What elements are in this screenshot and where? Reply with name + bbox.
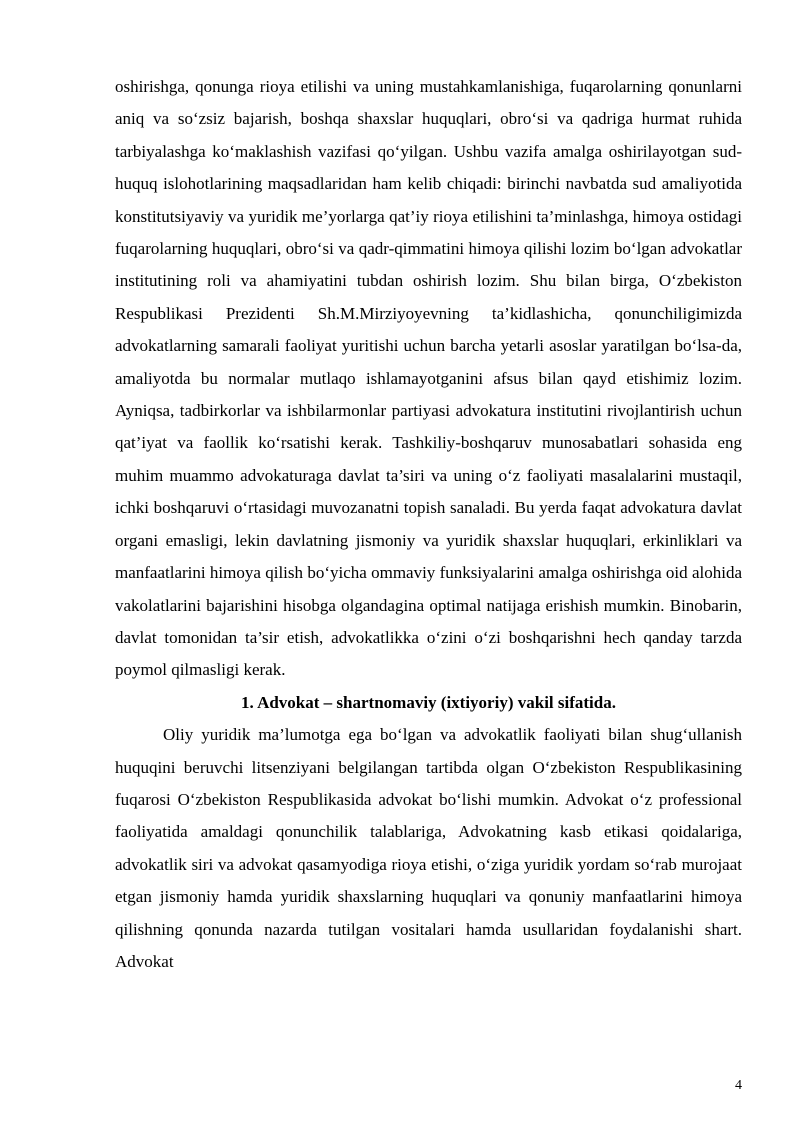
page-number: 4	[735, 1078, 742, 1093]
section-heading: 1. Advokat – shartnomaviy (ixtiyoriy) vakil sifatida.	[241, 692, 616, 712]
body-paragraph: oshirishga, qonunga rioya etilishi va uning mustahkamlanishiga, fuqarolarning qonunlarni aniq va so‘zsiz bajarish, boshqa shaxslar huquqlari, obro‘si va qadriga hurmat ruhida tarbiyalashga ko‘maklashish vazifasi qo‘yilgan. Ushbu vazifa amalga oshirilayotgan sud-huquq islohotlarining maqsadlaridan ham kelib chiqadi: birinchi navbatda sud amaliyotida konstitutsiyaviy va yuridik me’yorlarga qat’iy rioya etilishini ta’minlashga, himoya ostidagi fuqarolarning huquqlari, obro‘si va qadr-qimmatini himoya qilishi lozim bo‘lgan advokatlar institutining roli va ahamiyatini tubdan oshirish lozim. Shu bilan birga, O‘zbekiston Respublikasi Prezidenti Sh.M.Mirziyoyevning ta’kidlashicha, qonunchiligimizda advokatlarning samarali faoliyat yuritishi uchun barcha yetarli asoslar yaratilgan bo‘lsa-da, amaliyotda bu normalar mutlaqo ishlamayotganini afsus bilan qayd etishimiz lozim. Ayniqsa, tadbirkorlar va ishbilarmonlar partiyasi advokatura institutini rivojlantirish uchun qat’iyat va faollik ko‘rsatishi kerak. Tashkiliy-boshqaruv munosabatlari sohasida eng muhim muammo advokaturaga davlat ta’siri va uning o‘z faoliyati masalalarini mustaqil, ichki boshqaruvi o‘rtasidagi muvozanatni topish sanaladi. Bu yerda faqat advokatura davlat organi emasligi, lekin davlatning jismoniy va yuridik shaxslar huquqlari, erkinliklari va manfaatlarini himoya qilish bo‘yicha ommaviy funksiyalarini amalga oshirishga oid alohida vakolatlarini bajarishini hisobga olgandagina optimal natijaga erishish mumkin. Binobarin, davlat tomonidan ta’sir etish, advokatlikka o‘zini o‘zi boshqarishni hech qanday tarzda poymol qilmasligi kerak.	[115, 77, 742, 680]
body-paragraph: Oliy yuridik ma’lumotga ega bo‘lgan va advokatlik faoliyati bilan shug‘ullanish huquqini beruvchi litsenziyani belgilangan tartibda olgan O‘zbekiston Respublikasining fuqarosi O‘zbekiston Respublikasida advokat bo‘lishi mumkin. Advokat o‘z professional faoliyatida amaldagi qonunchilik talablariga, Advokatning kasb etikasi qoidalariga, advokatlik siri va advokat qasamyodiga rioya etishi, o‘ziga yuridik yordam so‘rab murojaat etgan jismoniy hamda yuridik shaxslarning huquqlari va qonuniy manfaatlarini himoya qilishning qonunda nazarda tutilgan vositalari hamda usullaridan foydalanishi shart. Advokat	[115, 725, 742, 971]
document-page	[115, 71, 742, 978]
